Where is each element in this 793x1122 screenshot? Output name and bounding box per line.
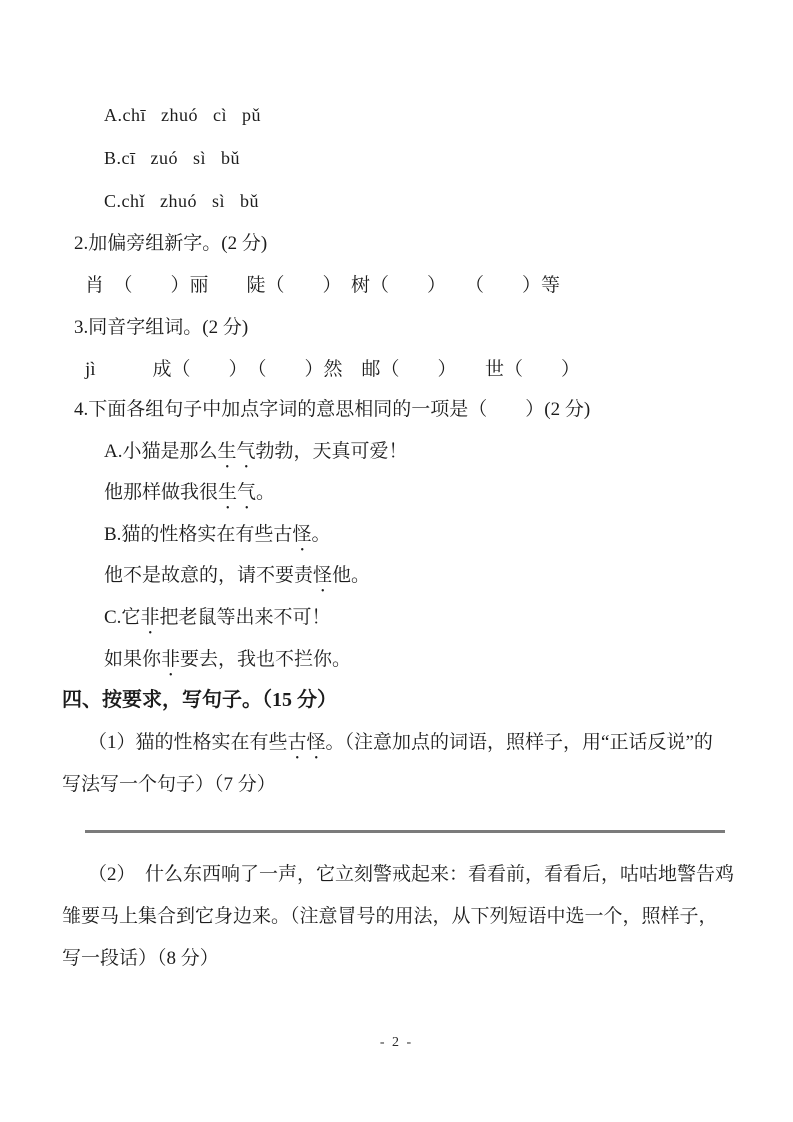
question-4-title: 4.下面各组句子中加点字词的意思相同的一项是（ ）(2 分) — [74, 399, 591, 420]
emphasized-text: 生气 — [218, 482, 257, 503]
question-4-option-c-sentence-2 — [104, 647, 351, 681]
emphasized-text: 生气 — [217, 441, 256, 462]
answer-line — [85, 830, 725, 833]
text-segment: 他不是故意的，请不要责 — [104, 565, 314, 586]
question-4-option-b-sentence-2 — [104, 563, 370, 597]
question-4-option-a-sentence-1 — [104, 439, 408, 473]
section-4-heading: 四、按要求，写句子。（15 分） — [62, 689, 337, 711]
question-2-items: 肖 （ ）丽 陡（ ） 树（ ） （ ）等 — [85, 275, 561, 296]
section-4-item-2-line-1: （2） 什么东西响了一声，它立刻警戒起来：看看前，看看后，咕咕地警告鸡 — [88, 864, 735, 885]
text-segment: A.小猫是那么 — [104, 441, 218, 462]
text-segment: 他那样做我很 — [104, 482, 219, 503]
question-2-title: 2.加偏旁组新字。(2 分) — [74, 233, 268, 254]
question-3-items: jì 成（ ） （ ）然 邮（ ） 世（ ） — [85, 359, 581, 380]
text-segment: 如果你 — [104, 649, 162, 670]
text-segment: 要去，我也不拦你。 — [180, 649, 352, 670]
page-number: - 2 - — [379, 1035, 414, 1050]
pinyin-option-a: A.chī zhuó cì pǔ — [104, 105, 261, 125]
section-4-item-2-line-3: 写一段话）（8 分） — [62, 948, 219, 969]
emphasized-text: 古怪 — [287, 732, 326, 753]
emphasized-text: 怪 — [292, 524, 312, 545]
text-segment: 他。 — [332, 565, 371, 586]
question-3-title: 3.同音字组词。(2 分) — [74, 317, 249, 338]
section-4-item-1-line-1 — [88, 730, 713, 764]
section-4-item-1-line-2: 写法写一个句子）（7 分） — [62, 774, 276, 795]
text-segment: （1）猫的性格实在有些 — [88, 732, 288, 753]
text-segment: 。 — [256, 482, 276, 503]
text-segment: 。 — [311, 524, 331, 545]
question-4-option-c-sentence-1 — [104, 605, 330, 639]
emphasized-text: 非 — [161, 649, 181, 670]
section-4-item-2-line-2: 雏要马上集合到它身边来。（注意冒号的用法，从下列短语中选一个，照样子， — [62, 906, 718, 927]
question-4-option-a-sentence-2 — [104, 480, 275, 514]
pinyin-option-c: C.chǐ zhuó sì bǔ — [104, 191, 259, 211]
pinyin-option-b: B.cī zuó sì bǔ — [104, 148, 240, 168]
text-segment: 。（注意加点的词语，照样子，用“正话反说”的 — [325, 732, 713, 753]
text-segment: B.猫的性格实在有些古 — [104, 524, 293, 545]
emphasized-text: 非 — [140, 607, 160, 628]
text-segment: C.它 — [104, 607, 141, 628]
emphasized-text: 怪 — [313, 565, 333, 586]
question-4-option-b-sentence-1 — [104, 522, 330, 556]
text-segment: 勃勃，天真可爱！ — [255, 441, 408, 462]
text-segment: 把老鼠等出来不可！ — [159, 607, 331, 628]
